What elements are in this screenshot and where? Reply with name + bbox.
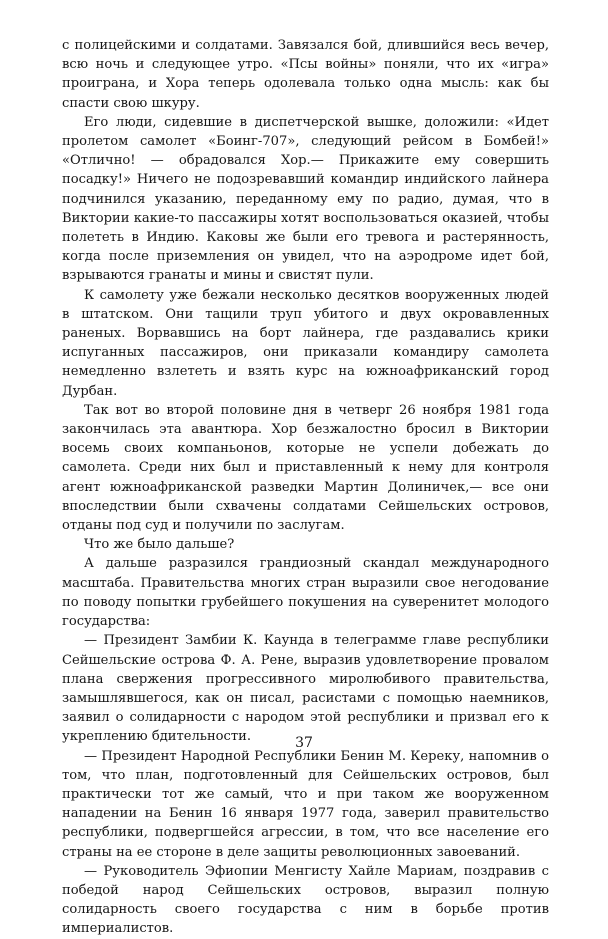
- page-number: 37: [295, 735, 313, 751]
- paragraph-3: К самолету уже бежали несколько десятков вооруженных людей в штатском. Они тащили труп убитого и двух окровавленных раненых. Ворвавшись на борт лайнера, где раздавались крики испуганных пассажиров, они приказали командиру самолета немедленно взлететь и взять курс на южноафриканский город Дурбан.: [62, 287, 549, 399]
- paragraph-1: с полицейскими и солдатами. Завязался бой, длившийся весь вечер, всю ночь и следующее утро. «Псы войны» поняли, что их «игра» проиграна, и Хора теперь одолевала только одна мысль: как бы спасти свою шкуру.: [62, 38, 549, 111]
- paragraph-9: — Руководитель Эфиопии Менгисту Хайле Мариам, поздравив с победой народ Сейшельских островов, выразил полную солидарность своего государства с ним в борьбе против империалистов.: [62, 863, 549, 937]
- paragraph-7: — Президент Замбии К. Каунда в телеграмме главе республики Сейшельские острова Ф. А. Рене, выразив удовлетворение провалом плана свержения прогрессивного миролюбивого правительства, замышлявшегося, как он писал, расистами с помощью наемников, заявил о солидарности с народом этой республики и призвал его к укреплению бдительности.: [62, 633, 549, 745]
- paragraph-5: Что же было дальше?: [84, 537, 235, 553]
- paragraph-6: А дальше разразился грандиозный скандал международного масштаба. Правительства многих стран выразили свое негодование по поводу попытки грубейшего покушения на суверенитет молодого государства:: [62, 556, 549, 630]
- paragraph-4: Так вот во второй половине дня в четверг 26 ноября 1981 года закончилась эта авантюра. Хор безжалостно бросил в Виктории восемь своих компаньонов, которые не успели добежать до самолета. Среди них был и приставленный к нему для контроля агент южноафриканской разведки Мартин Долиничек,— все они впоследствии были схвачены солдатами Сейшельских островов, отданы под суд и получили по заслугам.: [62, 402, 549, 534]
- page-text: [62, 36, 549, 939]
- paragraph-8: — Президент Народной Республики Бенин М. Кереку, напомнив о том, что план, подготовленный для Сейшельских островов, был практически тот же самый, что и при таком же вооруженном нападении на Бенин 16 января 1977 года, заверил правительство республики, подвергшейся агрессии, в том, что все население его страны на ее стороне в деле защиты революционных завоеваний.: [62, 748, 549, 860]
- paragraph-2: Его люди, сидевшие в диспетчерской вышке, доложили: «Идет пролетом самолет «Боинг-707», следующий рейсом в Бомбей!» «Отлично! — обрадовался Хор.— Прикажите ему совершить посадку!» Ничего не подозревавший командир индийского лайнера подчинился указанию, переданному ему по радио, думая, что в Виктории какие-то пассажиры хотят воспользоваться оказией, чтобы полететь в Индию. Каковы же были его тревога и растерянность, когда после приземления он увидел, что на аэродроме идет бой, взрываются гранаты и мины и свистят пули.: [62, 114, 549, 284]
